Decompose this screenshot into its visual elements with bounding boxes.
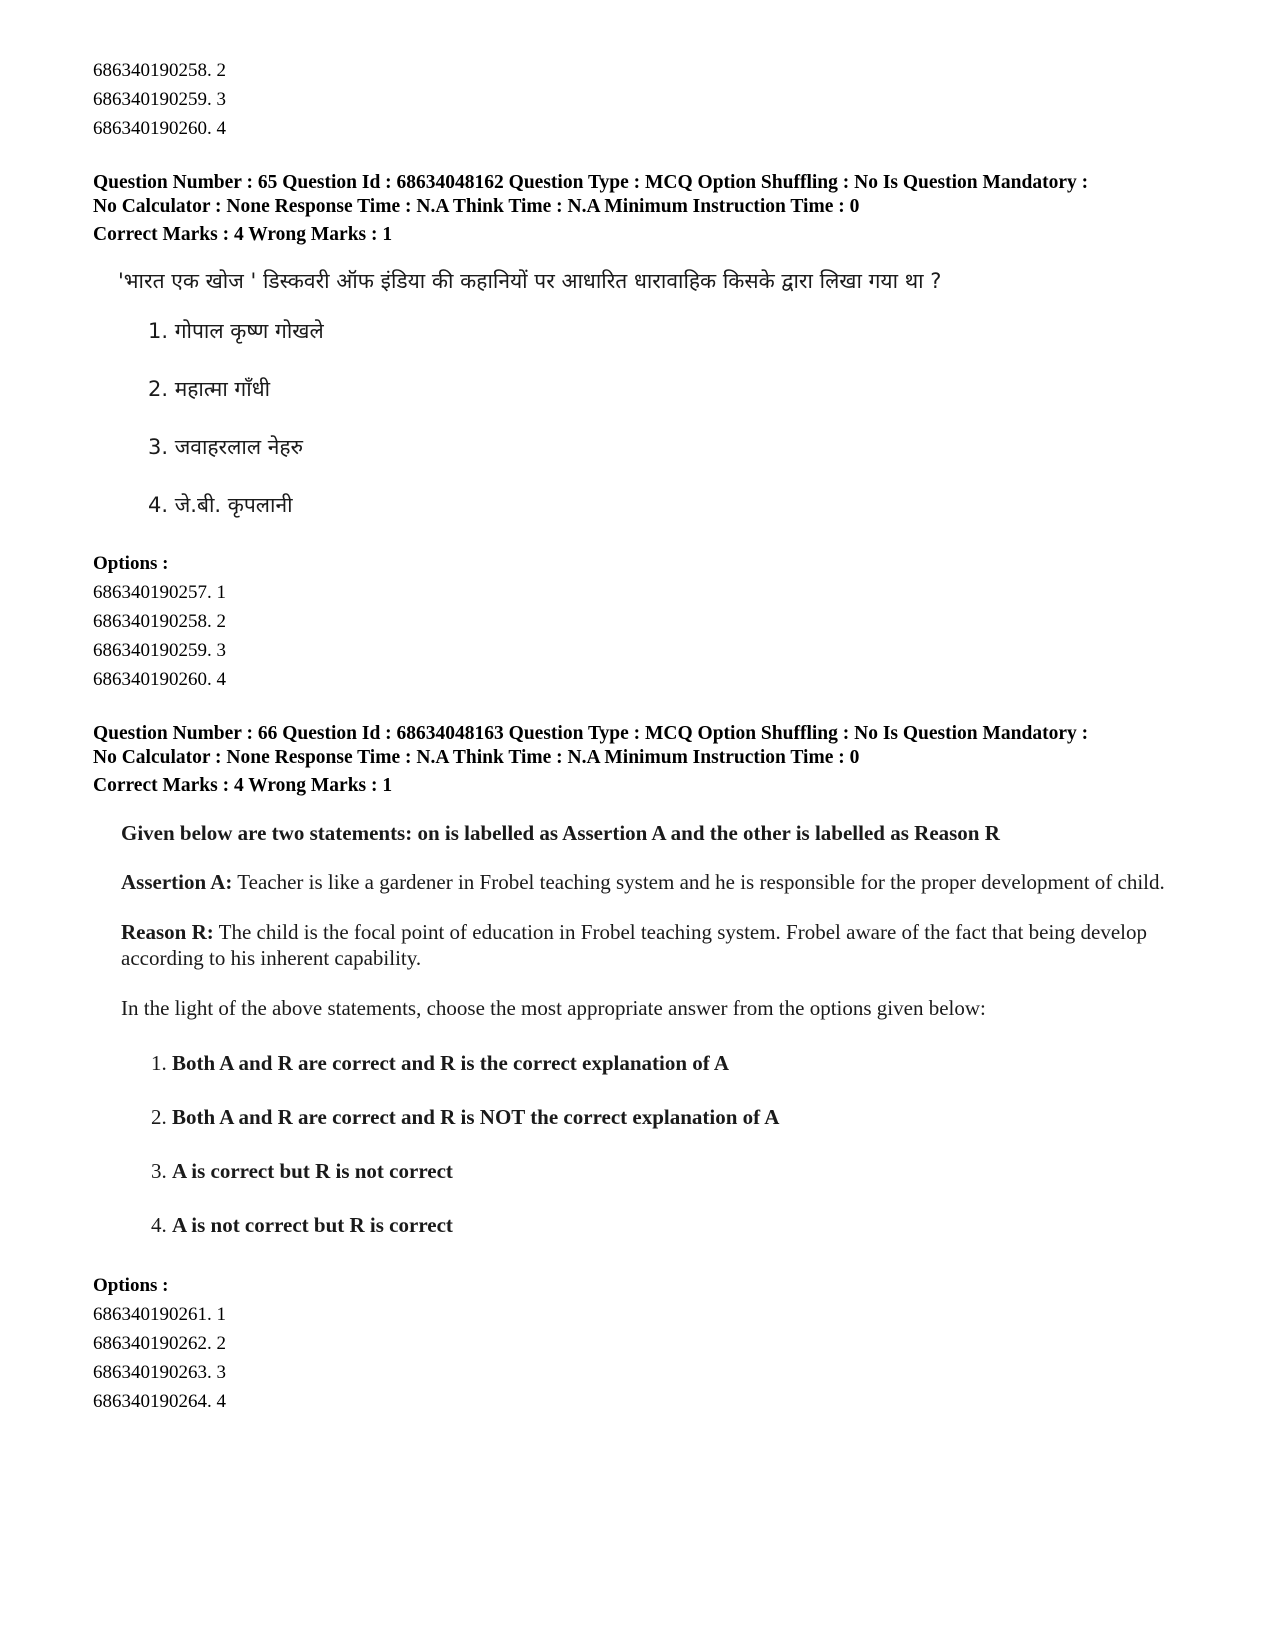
options-label: Options : xyxy=(93,1275,169,1296)
question-65 xyxy=(93,171,1203,694)
question-meta-line2: No Calculator : None Response Time : N.A Think Time : N.A Minimum Instruction Time : 0 xyxy=(93,196,860,217)
reason-text: The child is the focal point of education in Frobel teaching system. Frobel aware of the fact that being develop according to his inherent capability. xyxy=(121,920,1147,970)
option-id-line: 686340190262. 2 xyxy=(93,1333,226,1354)
options-label: Options : xyxy=(93,553,169,574)
choice-1: 1. गोपाल कृष्ण गोखले xyxy=(148,319,324,343)
document-page xyxy=(93,56,1203,1416)
option-id-line: 686340190263. 3 xyxy=(93,1362,226,1383)
question-meta-line1: Question Number : 65 Question Id : 68634048162 Question Type : MCQ Option Shuffling : No Is Question Mandatory : xyxy=(93,172,1089,193)
question-heading: Given below are two statements: on is labelled as Assertion A and the other is labelled as Reason R xyxy=(121,821,1000,845)
reason-label: Reason R: xyxy=(121,920,214,944)
option-id-line: 686340190258. 2 xyxy=(93,611,226,632)
choice-number: 3. xyxy=(151,1159,167,1183)
choice-3: 3. जवाहरलाल नेहरु xyxy=(148,435,304,459)
question-meta-line2: No Calculator : None Response Time : N.A Think Time : N.A Minimum Instruction Time : 0 xyxy=(93,747,860,768)
choice-1 xyxy=(151,1049,1203,1103)
option-id-line: 686340190257. 1 xyxy=(93,582,226,603)
choice-text: A is not correct but R is correct xyxy=(172,1213,453,1237)
option-id-line: 686340190259. 3 xyxy=(93,640,226,661)
reason-paragraph xyxy=(121,919,1203,971)
choice-number: 2. xyxy=(151,1105,167,1129)
instruction-text: In the light of the above statements, choose the most appropriate answer from the options given below: xyxy=(121,996,986,1020)
choice-3 xyxy=(151,1157,1203,1211)
question-marks: Correct Marks : 4 Wrong Marks : 1 xyxy=(93,775,393,796)
choice-4: 4. जे.बी. कृपलानी xyxy=(148,493,293,517)
assertion-text: Teacher is like a gardener in Frobel teaching system and he is responsible for the proper development of child. xyxy=(232,870,1165,894)
choice-2: 2. महात्मा गाँधी xyxy=(148,377,271,401)
question-66 xyxy=(93,722,1203,1416)
choice-2 xyxy=(151,1103,1203,1157)
question-text: 'भारत एक खोज ' डिस्कवरी ऑफ इंडिया की कहानियों पर आधारित धारावाहिक किसके द्वारा लिखा गया था ? xyxy=(118,269,942,293)
option-id-line: 686340190264. 4 xyxy=(93,1391,226,1412)
choice-text: A is correct but R is not correct xyxy=(172,1159,453,1183)
prev-options-list xyxy=(93,56,1203,143)
question-marks: Correct Marks : 4 Wrong Marks : 1 xyxy=(93,224,393,245)
choice-4 xyxy=(151,1211,1203,1265)
question-content-hindi xyxy=(118,261,1203,543)
question-content-english xyxy=(121,820,1203,1265)
assertion-paragraph xyxy=(121,869,1203,895)
choice-number: 1. xyxy=(151,1051,167,1075)
choice-text: Both A and R are correct and R is NOT the correct explanation of A xyxy=(172,1105,780,1129)
option-id-line: 686340190260. 4 xyxy=(93,118,226,139)
option-id-line: 686340190258. 2 xyxy=(93,60,226,81)
option-id-line: 686340190261. 1 xyxy=(93,1304,226,1325)
option-id-line: 686340190259. 3 xyxy=(93,89,226,110)
assertion-label: Assertion A: xyxy=(121,870,233,894)
choice-text: Both A and R are correct and R is the correct explanation of A xyxy=(172,1051,730,1075)
option-id-line: 686340190260. 4 xyxy=(93,669,226,690)
choice-number: 4. xyxy=(151,1213,167,1237)
question-meta-line1: Question Number : 66 Question Id : 68634048163 Question Type : MCQ Option Shuffling : No Is Question Mandatory : xyxy=(93,723,1089,744)
